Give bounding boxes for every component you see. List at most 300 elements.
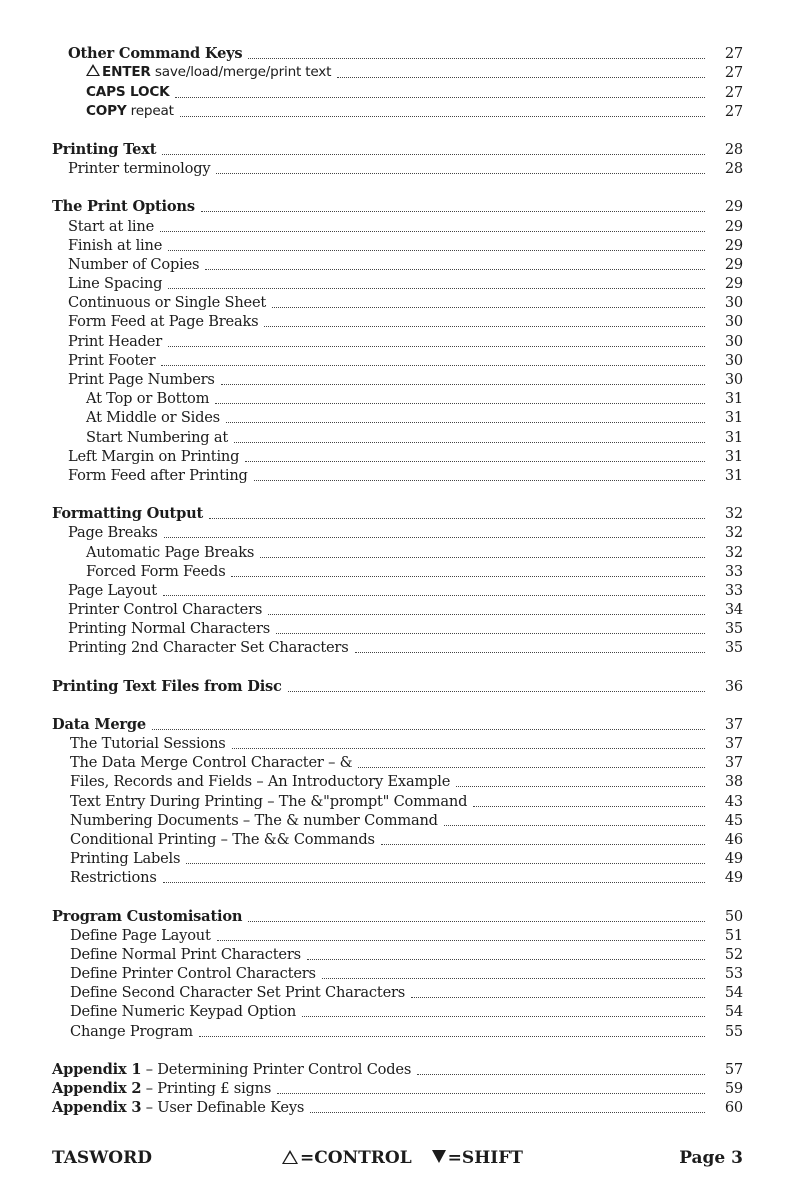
toc-page-number: 29: [724, 236, 743, 254]
toc-page-number: 52: [724, 945, 743, 963]
toc-page-number: 30: [724, 371, 743, 388]
toc-entry-line: [70, 830, 743, 849]
toc-entry-title: [68, 255, 205, 274]
toc-entry-title: [68, 600, 268, 619]
dot-leader: [248, 920, 705, 922]
toc-page-number: 29: [724, 217, 743, 235]
toc-page-number: 31: [724, 466, 743, 484]
toc-entry-line: [68, 581, 743, 600]
toc-entry-title: [86, 562, 231, 581]
toc-entry-text: The Tutorial Sessions: [70, 735, 226, 752]
footer-title: TASWORD: [52, 1148, 152, 1168]
toc-entry-title: [70, 753, 358, 772]
dot-leader: [248, 57, 705, 59]
toc-entry: [0, 906, 806, 925]
toc-entry-text: Formatting Output: [52, 505, 204, 523]
toc-page-number: 33: [724, 562, 743, 580]
toc-entry: [0, 408, 806, 427]
toc-entry-title: [70, 945, 307, 964]
table-of-contents: [0, 44, 806, 1117]
toc-page-number: 32: [724, 524, 743, 542]
dot-leader: [322, 977, 705, 979]
toc-page-number: 57: [724, 1060, 743, 1078]
toc-entry-line: [68, 255, 743, 274]
toc-entry-text: At Top or Bottom: [86, 390, 210, 408]
toc-entry: [0, 63, 806, 82]
toc-entry-line: [68, 236, 743, 255]
toc-entry-line: [52, 1079, 743, 1098]
toc-entry-line: [68, 351, 743, 370]
toc-entry-line: [70, 792, 743, 811]
toc-entry-text: Forced Form Feeds: [86, 562, 226, 580]
toc-entry-text: Restrictions: [70, 869, 157, 887]
toc-entry-title: [86, 428, 234, 447]
dot-leader: [205, 268, 705, 270]
toc-entry-title: [52, 907, 248, 926]
toc-entry-text: The Print Options: [52, 198, 195, 216]
toc-entry-title: [68, 466, 254, 485]
toc-entry-text: At Middle or Sides: [86, 409, 220, 427]
dot-leader: [456, 785, 705, 787]
dot-leader: [168, 345, 705, 347]
toc-entry-line: [70, 926, 743, 945]
toc-entry-text: Start Numbering at: [86, 428, 229, 446]
toc-entry-line: [52, 1098, 743, 1117]
dot-leader: [473, 805, 705, 807]
toc-entry-title: [68, 523, 164, 542]
toc-entry-text: The Data Merge Control Character – &: [70, 754, 353, 772]
dot-leader: [337, 76, 705, 78]
toc-entry-line: [70, 734, 743, 753]
toc-entry-line: [86, 62, 743, 82]
toc-page-number: 60: [724, 1099, 743, 1117]
dot-leader: [411, 996, 705, 998]
toc-entry: [0, 1060, 806, 1079]
toc-entry-line: [68, 312, 743, 331]
dot-leader: [186, 862, 705, 864]
toc-entry-line: [68, 217, 743, 236]
toc-entry-line: [70, 849, 743, 868]
toc-entry-title: [52, 1060, 417, 1079]
toc-entry-text: Numbering Documents – The & number Command: [70, 811, 438, 829]
toc-entry-line: [86, 408, 743, 427]
shift-key-label: =SHIFT: [447, 1148, 523, 1168]
toc-entry-text: Print Header: [68, 332, 162, 350]
toc-entry-text: – User Definable Keys: [141, 1099, 305, 1117]
dot-leader: [417, 1073, 705, 1075]
toc-entry-title: [68, 638, 355, 657]
dot-leader: [231, 575, 705, 577]
toc-entry: [0, 849, 806, 868]
toc-entry-text: Change Program: [70, 1022, 193, 1040]
toc-entry-line: [68, 466, 743, 485]
dot-leader: [163, 881, 705, 883]
toc-page-number: 27: [724, 83, 743, 101]
toc-page-number: 54: [724, 1003, 743, 1021]
toc-page-number: 30: [724, 351, 743, 369]
toc-entry-line: [68, 370, 743, 389]
triangle-outline-icon: [282, 1150, 298, 1164]
toc-page-number: 27: [724, 64, 743, 82]
toc-entry-text: Page Breaks: [68, 524, 158, 542]
toc-entry: [0, 102, 806, 121]
toc-entry-text: Print Footer: [68, 351, 156, 369]
toc-page-number: 31: [724, 409, 743, 427]
toc-entry-title: [68, 236, 168, 255]
toc-entry-text: Files, Records and Fields – An Introductory Example: [70, 773, 451, 791]
toc-page-number: 36: [724, 677, 743, 695]
dot-leader: [310, 1111, 705, 1113]
dot-leader: [268, 613, 705, 615]
toc-entry-line: [68, 600, 743, 619]
toc-entry-title: [68, 217, 160, 236]
toc-entry-title: [70, 811, 444, 830]
toc-entry-text: Page Layout: [68, 581, 157, 599]
dot-leader: [175, 96, 705, 98]
toc-entry-line: [70, 1022, 743, 1041]
toc-entry: [0, 197, 806, 216]
toc-entry: [0, 581, 806, 600]
toc-entry-text: repeat: [126, 102, 174, 119]
toc-entry-line: [70, 753, 743, 772]
toc-entry: [0, 562, 806, 581]
toc-entry: [0, 1079, 806, 1098]
toc-entry-line: [86, 428, 743, 447]
toc-entry: [0, 830, 806, 849]
dot-leader: [215, 402, 705, 404]
toc-page-number: 51: [724, 926, 743, 944]
dot-leader: [264, 325, 705, 327]
toc-entry-line: [70, 772, 743, 791]
dot-leader: [302, 1015, 705, 1017]
dot-leader: [277, 1092, 705, 1094]
toc-entry-text: Printing Text: [52, 140, 157, 158]
toc-page-number: 34: [724, 601, 743, 619]
toc-entry-title: [70, 926, 217, 945]
toc-page-number: 49: [724, 850, 743, 868]
toc-entry: [0, 772, 806, 791]
toc-entry: [0, 159, 806, 178]
toc-page-number: 37: [724, 715, 743, 733]
toc-entry: [0, 734, 806, 753]
toc-entry-title: [68, 370, 221, 389]
toc-page-number: 43: [724, 792, 743, 810]
toc-entry: [0, 964, 806, 983]
toc-entry: [0, 351, 806, 370]
toc-entry-line: [86, 101, 743, 121]
toc-page-number: 30: [724, 313, 743, 331]
toc-entry-text: Printer Control Characters: [68, 601, 263, 619]
toc-page-number: 32: [724, 505, 743, 523]
toc-entry-text: Appendix 3: [52, 1099, 142, 1117]
toc-page-number: 27: [724, 45, 743, 63]
toc-entry-title: [68, 619, 276, 638]
dot-leader: [216, 172, 705, 174]
toc-page-number: 50: [724, 907, 743, 925]
toc-page-number: 30: [724, 332, 743, 350]
dot-leader: [444, 824, 705, 826]
toc-entry-text: Form Feed at Page Breaks: [68, 313, 259, 331]
dot-leader: [307, 958, 705, 960]
dot-leader: [234, 441, 705, 443]
toc-entry-title: [70, 983, 411, 1002]
toc-entry-title: [68, 274, 168, 293]
toc-page-number: 46: [724, 830, 743, 848]
toc-entry-title: [52, 197, 201, 216]
toc-entry-text: COPY: [86, 102, 127, 119]
toc-entry: [0, 619, 806, 638]
toc-entry-text: Form Feed after Printing: [68, 466, 248, 484]
toc-entry-text: Define Printer Control Characters: [70, 965, 316, 983]
toc-entry-title: [52, 1098, 310, 1117]
control-key-label: =CONTROL: [300, 1148, 412, 1168]
toc-entry-title: [68, 332, 168, 351]
toc-page-number: 38: [724, 773, 743, 791]
toc-entry: [0, 983, 806, 1002]
toc-entry-title: [70, 830, 381, 849]
toc-entry: [0, 216, 806, 235]
toc-entry-title: [68, 293, 272, 312]
toc-entry-text: Other Command Keys: [68, 45, 243, 63]
dot-leader: [226, 421, 705, 423]
dot-leader: [232, 747, 705, 749]
dot-leader: [201, 210, 705, 212]
dot-leader: [163, 594, 705, 596]
toc-entry-text: Appendix 2: [52, 1080, 142, 1097]
toc-page-number: 35: [724, 639, 743, 657]
toc-entry-line: [68, 274, 743, 293]
dot-leader: [272, 306, 705, 308]
toc-entry-title: [52, 140, 162, 159]
toc-entry-text: Continuous or Single Sheet: [68, 294, 267, 312]
toc-page-number: 55: [724, 1022, 743, 1040]
toc-entry-text: Printing Text Files from Disc: [52, 677, 282, 695]
dot-leader: [180, 115, 705, 117]
toc-entry-text: – Printing £ signs: [141, 1080, 272, 1097]
toc-entry-text: Automatic Page Breaks: [86, 543, 255, 561]
toc-page-number: 29: [724, 255, 743, 273]
toc-entry: [0, 715, 806, 734]
toc-entry: [0, 140, 806, 159]
toc-page-number: 45: [724, 811, 743, 829]
toc-entry-line: [52, 677, 743, 696]
toc-entry: [0, 753, 806, 772]
dot-leader: [221, 383, 705, 385]
toc-entry-text: Printing Labels: [70, 850, 181, 868]
toc-entry: [0, 676, 806, 695]
page-number: Page 3: [679, 1148, 743, 1168]
toc-entry-title: [70, 1002, 302, 1021]
toc-entry-text: Appendix 1: [52, 1060, 142, 1078]
toc-entry-text: – Determining Printer Control Codes: [141, 1060, 412, 1078]
toc-entry-title: [86, 408, 226, 427]
control-key-legend: [282, 1148, 412, 1168]
toc-entry-title: [86, 101, 180, 121]
footer-key-legend: [282, 1148, 523, 1168]
toc-entry-line: [86, 562, 743, 581]
toc-entry: [0, 600, 806, 619]
toc-entry: [0, 236, 806, 255]
toc-entry: [0, 542, 806, 561]
toc-entry-title: [52, 715, 152, 734]
toc-page-number: 28: [724, 160, 743, 178]
toc-entry-text: save/load/merge/print text: [150, 64, 332, 81]
toc-entry-line: [86, 82, 743, 102]
dot-leader: [358, 766, 705, 768]
dot-leader: [161, 364, 705, 366]
toc-page-number: 29: [724, 275, 743, 293]
toc-entry-line: [68, 293, 743, 312]
toc-page-number: 37: [724, 735, 743, 752]
toc-entry: [0, 504, 806, 523]
toc-page-number: 59: [724, 1080, 743, 1097]
toc-entry: [0, 274, 806, 293]
toc-entry-line: [70, 983, 743, 1002]
toc-page-number: 32: [724, 543, 743, 561]
toc-entry: [0, 868, 806, 887]
toc-entry-text: Define Numeric Keypad Option: [70, 1003, 297, 1021]
toc-entry-text: Finish at line: [68, 236, 163, 254]
toc-entry-line: [52, 715, 743, 734]
dot-leader: [245, 460, 705, 462]
dot-leader: [160, 230, 705, 232]
toc-page-number: 31: [724, 390, 743, 408]
toc-entry: [0, 82, 806, 101]
toc-entry-line: [68, 332, 743, 351]
toc-entry-title: [86, 389, 215, 408]
toc-entry: [0, 389, 806, 408]
dot-leader: [260, 556, 705, 558]
toc-entry-title: [70, 792, 473, 811]
dot-leader: [355, 651, 706, 653]
toc-entry-title: [52, 504, 209, 523]
toc-entry: [0, 427, 806, 446]
toc-entry: [0, 370, 806, 389]
toc-entry-text: Printer terminology: [68, 160, 211, 178]
toc-entry: [0, 791, 806, 810]
toc-entry-line: [52, 907, 743, 926]
toc-entry-text: Number of Copies: [68, 255, 200, 273]
toc-entry-text: CAPS LOCK: [86, 83, 170, 100]
toc-entry-text: Define Page Layout: [70, 926, 211, 944]
dot-leader: [217, 939, 705, 941]
toc-entry: [0, 44, 806, 63]
toc-entry-text: Start at line: [68, 217, 155, 235]
toc-entry-text: Line Spacing: [68, 275, 163, 293]
toc-entry: [0, 523, 806, 542]
toc-page-number: 31: [724, 447, 743, 465]
toc-entry: [0, 1021, 806, 1040]
toc-entry-title: [70, 1022, 199, 1041]
toc-entry-text: Conditional Printing – The && Commands: [70, 830, 375, 848]
toc-entry: [0, 945, 806, 964]
toc-entry-line: [52, 504, 743, 523]
toc-entry: [0, 331, 806, 350]
toc-entry-line: [70, 964, 743, 983]
toc-entry: [0, 1098, 806, 1117]
toc-entry-line: [68, 159, 743, 178]
toc-entry: [0, 293, 806, 312]
toc-entry-line: [68, 523, 743, 542]
toc-entry-line: [70, 1002, 743, 1021]
toc-page-number: 53: [724, 965, 743, 983]
toc-entry-text: Define Normal Print Characters: [70, 945, 301, 963]
dot-leader: [199, 1035, 705, 1037]
toc-entry-text: Data Merge: [52, 715, 147, 733]
triangle-outline-icon: [86, 64, 100, 76]
dot-leader: [168, 287, 705, 289]
toc-page-number: 33: [724, 581, 743, 599]
dot-leader: [152, 728, 705, 730]
dot-leader: [381, 843, 705, 845]
toc-entry-title: [70, 868, 163, 887]
toc-entry-title: [68, 312, 264, 331]
triangle-filled-down-icon: [432, 1150, 446, 1163]
toc-entry-title: [86, 62, 337, 82]
toc-entry: [0, 811, 806, 830]
dot-leader: [164, 536, 705, 538]
dot-leader: [209, 517, 705, 519]
page-footer: [52, 1145, 743, 1171]
toc-entry: [0, 255, 806, 274]
toc-entry-text: Text Entry During Printing – The &"prompt" Command: [70, 792, 468, 810]
dot-leader: [162, 153, 705, 155]
toc-entry-line: [68, 447, 743, 466]
toc-page-number: 49: [724, 869, 743, 887]
dot-leader: [276, 632, 705, 634]
dot-leader: [288, 690, 705, 692]
toc-entry-line: [70, 945, 743, 964]
toc-entry: [0, 1002, 806, 1021]
toc-entry-text: Program Customisation: [52, 907, 243, 925]
toc-entry-title: [70, 849, 186, 868]
toc-entry: [0, 466, 806, 485]
dot-leader: [254, 479, 705, 481]
toc-entry-title: [70, 734, 232, 753]
toc-page-number: 31: [724, 428, 743, 446]
toc-page-number: 29: [724, 198, 743, 216]
toc-entry-line: [68, 44, 743, 63]
toc-entry-title: [52, 677, 288, 696]
toc-entry-line: [68, 619, 743, 638]
toc-entry-title: [86, 82, 175, 102]
toc-entry-text: Define Second Character Set Print Characters: [70, 984, 406, 1002]
toc-entry-title: [86, 543, 260, 562]
toc-entry-title: [68, 447, 245, 466]
toc-entry-text: ENTER: [102, 64, 151, 81]
toc-entry-line: [86, 543, 743, 562]
toc-entry-title: [70, 772, 456, 791]
toc-entry-text: Left Margin on Printing: [68, 447, 240, 465]
toc-entry-line: [70, 811, 743, 830]
toc-entry-text: Print Page Numbers: [68, 371, 215, 388]
toc-page-number: 35: [724, 620, 743, 638]
toc-entry: [0, 638, 806, 657]
toc-entry: [0, 447, 806, 466]
toc-entry: [0, 926, 806, 945]
toc-entry-title: [68, 581, 163, 600]
toc-entry-line: [86, 389, 743, 408]
toc-entry-text: Printing Normal Characters: [68, 620, 271, 638]
shift-key-legend: [432, 1148, 523, 1168]
toc-page-number: 37: [724, 754, 743, 772]
toc-entry-title: [70, 964, 322, 983]
toc-page-number: 30: [724, 294, 743, 312]
toc-page-number: 27: [724, 102, 743, 120]
dot-leader: [168, 249, 705, 251]
toc-entry-title: [68, 44, 248, 63]
toc-entry-title: [68, 159, 216, 178]
